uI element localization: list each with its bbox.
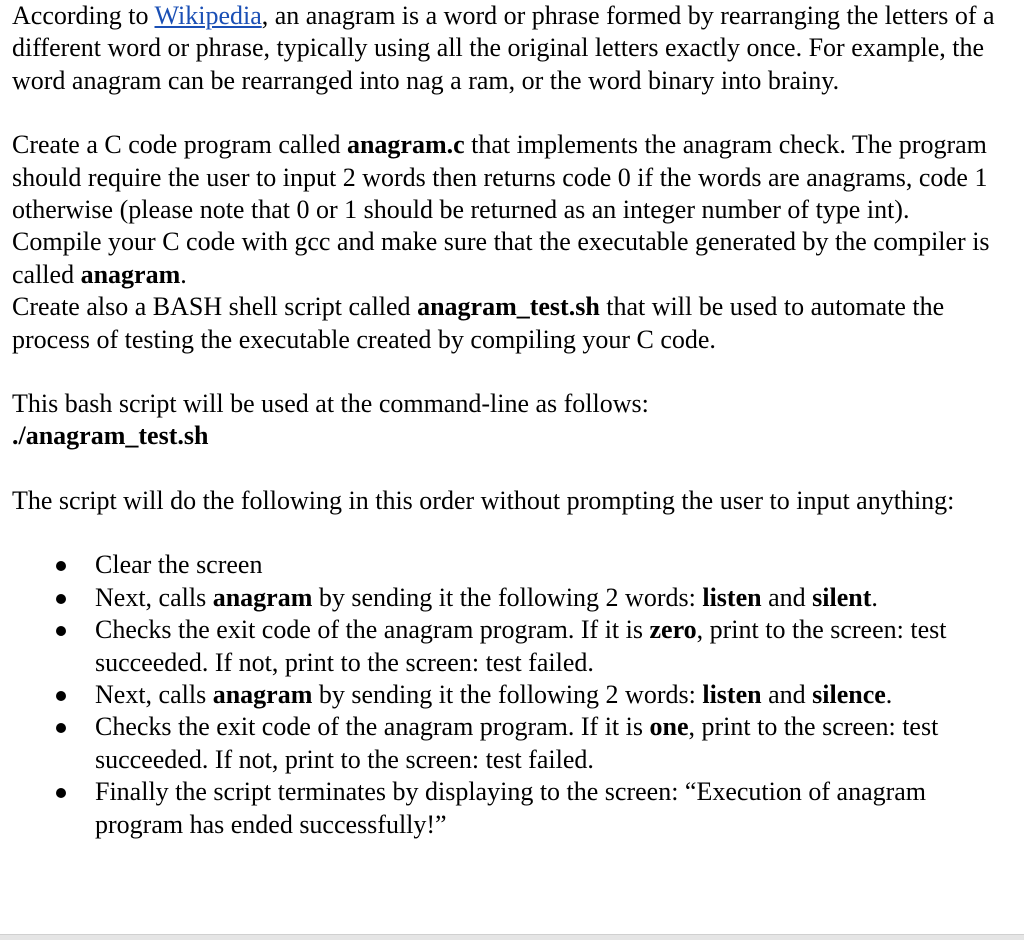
step-text: and (761, 679, 813, 709)
step-text: Finally the script terminates by displaying to the screen: “Execution of anagram program has ended successfully!” (95, 777, 927, 839)
step-text: . (871, 582, 878, 612)
usage-command (12, 420, 1012, 452)
task-c-text-a: Create a C code program called (12, 130, 347, 160)
bullet-icon (56, 626, 66, 636)
task-c-text-b: that implements the anagram check. The program should require the user to input 2 words then returns code 0 if the words are anagrams, code 1 otherwise (please note that 0 or 1 should be returned as an integer number of type int). (12, 130, 988, 225)
step-bold: silence (812, 679, 886, 709)
spacer (12, 97, 1012, 129)
script-filename: anagram_test.sh (417, 292, 600, 322)
step-text: Next, calls (95, 679, 213, 709)
list-item (12, 614, 1012, 679)
step-text: . (885, 679, 893, 709)
step-bold: zero (649, 615, 697, 645)
c-filename: anagram.c (346, 130, 465, 160)
steps-list (12, 549, 1012, 841)
step-text: , print to the screen: test succeeded. If not, print to the screen: test failed. (95, 712, 939, 774)
list-item (12, 549, 1012, 581)
order-line: The script will do the following in this order without prompting the user to input anything: (12, 485, 955, 515)
task-compile-text-a: Compile your C code with gcc and make sure that the executable generated by the compiler is called (12, 227, 990, 289)
step-bold: listen (702, 582, 762, 612)
spacer (12, 356, 1012, 388)
task-bash-text-b: that will be used to automate the process of testing the executable created by compiling your C code. (12, 292, 945, 354)
intro-prefix: According to (12, 1, 155, 30)
spacer (12, 517, 1012, 549)
bottom-divider (0, 934, 1024, 940)
step-bold: silent (812, 582, 872, 612)
step-text: Next, calls (95, 582, 213, 612)
list-item (12, 582, 1012, 614)
bullet-icon (56, 723, 66, 733)
bullet-icon (56, 594, 66, 604)
step-bold: one (649, 712, 689, 742)
step-text: and (761, 582, 813, 612)
step-text: Checks the exit code of the anagram program. If it is (95, 615, 650, 645)
step-bold: listen (702, 679, 762, 709)
step-text: Checks the exit code of the anagram program. If it is (95, 712, 650, 742)
intro-paragraph (12, 0, 1012, 97)
step-bold: anagram (212, 582, 313, 612)
list-item (12, 679, 1012, 711)
bullet-icon (56, 561, 66, 571)
bullet-icon (56, 788, 66, 798)
step-bold: anagram (212, 679, 313, 709)
list-item (12, 711, 1012, 776)
list-item (12, 776, 1012, 841)
intro-rest: , an anagram is a word or phrase formed by rearranging the letters of a different word or phrase, typically using all the original letters exactly once. For example, the word anagram can be rearranged into nag a ram, or the word binary into brainy. (12, 1, 995, 95)
task-c-program (12, 129, 1012, 226)
task-bash-script (12, 291, 1012, 356)
assignment-document (12, 0, 1012, 841)
wikipedia-link[interactable]: Wikipedia (154, 1, 262, 30)
spacer (12, 453, 1012, 485)
executable-name: anagram (80, 259, 181, 289)
command-text: ./anagram_test.sh (12, 421, 209, 451)
step-text: by sending it the following 2 words: (312, 679, 703, 709)
usage-line: This bash script will be used at the command-line as follows: (12, 389, 649, 419)
step-text: , print to the screen: test succeeded. If not, print to the screen: test failed. (95, 615, 947, 677)
task-bash-text-a: Create also a BASH shell script called (12, 292, 418, 322)
step-text: by sending it the following 2 words: (312, 582, 703, 612)
step-text: Clear the screen (95, 550, 263, 580)
bullet-icon (56, 691, 66, 701)
task-compile (12, 226, 1012, 291)
task-compile-text-b: . (180, 259, 187, 289)
